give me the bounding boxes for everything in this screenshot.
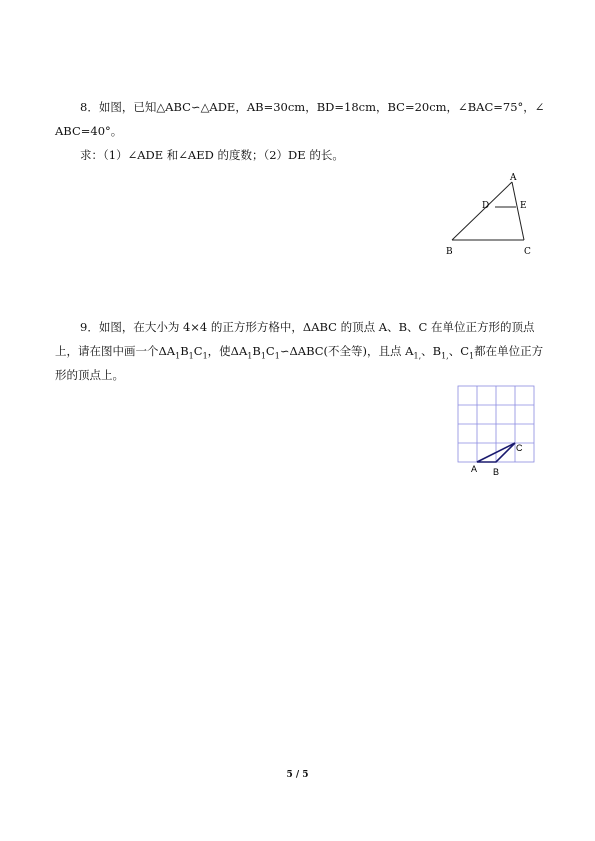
problem8-line2: ABC=40°。 bbox=[55, 124, 123, 138]
p9-sub-2: 1 bbox=[188, 351, 194, 361]
label-b: B bbox=[446, 247, 453, 257]
p9-sub-9: 1 bbox=[469, 351, 475, 361]
p9-sub-5: 1 bbox=[260, 351, 266, 361]
side-ac bbox=[512, 182, 524, 240]
label-c: C bbox=[524, 247, 531, 257]
p9-l2-f: C bbox=[265, 344, 275, 358]
p9-sub-7: 1, bbox=[413, 351, 422, 361]
p9-l2-c: C bbox=[193, 344, 203, 358]
label-e: E bbox=[520, 201, 527, 211]
p9-sub-3: 1 bbox=[202, 351, 208, 361]
problem9-line2 bbox=[55, 344, 544, 361]
p9-l2-i: 、C bbox=[448, 344, 470, 358]
grid-label-c: C bbox=[516, 443, 523, 453]
problem8-line3: 求：（1）∠ADE 和∠AED 的度数；（2）DE 的长。 bbox=[80, 148, 344, 162]
similar-triangles-figure bbox=[440, 170, 540, 262]
p9-l2-b: B bbox=[180, 344, 189, 358]
p9-l2-h: 、B bbox=[421, 344, 442, 358]
p9-l2-d: ，使ΔA bbox=[207, 344, 248, 358]
problem8-line1: 8．如图，已知△ABC∽△ADE，AB=30cm，BD=18cm，BC=20cm，∠BAC=75°，∠ bbox=[80, 100, 545, 114]
grid-figure bbox=[452, 380, 542, 480]
p9-l2-e: B bbox=[252, 344, 261, 358]
square-grid bbox=[458, 386, 534, 462]
problem9-line3: 形的顶点上。 bbox=[55, 368, 124, 382]
grid-label-b: B bbox=[493, 467, 500, 477]
page-number: 5 / 5 bbox=[286, 770, 309, 780]
p9-sub-6: 1 bbox=[274, 351, 280, 361]
label-a: A bbox=[510, 173, 517, 183]
label-d: D bbox=[482, 201, 490, 211]
p9-sub-8: 1, bbox=[441, 351, 449, 361]
problem9-line1: 9．如图，在大小为 4×4 的正方形方格中，ΔABC 的顶点 A、B、C 在单位正方形的顶点 bbox=[80, 320, 535, 334]
p9-sub-1: 1 bbox=[175, 351, 181, 361]
p9-l2-j: 都在单位正方 bbox=[474, 344, 544, 358]
p9-l2-a: 上，请在图中画一个ΔA bbox=[55, 344, 176, 358]
grid-label-a: A bbox=[471, 464, 478, 474]
side-ab bbox=[452, 182, 512, 240]
p9-sub-4: 1 bbox=[247, 351, 253, 361]
p9-l2-g: ∽ΔABC(不全等)，且点 A bbox=[279, 344, 414, 358]
